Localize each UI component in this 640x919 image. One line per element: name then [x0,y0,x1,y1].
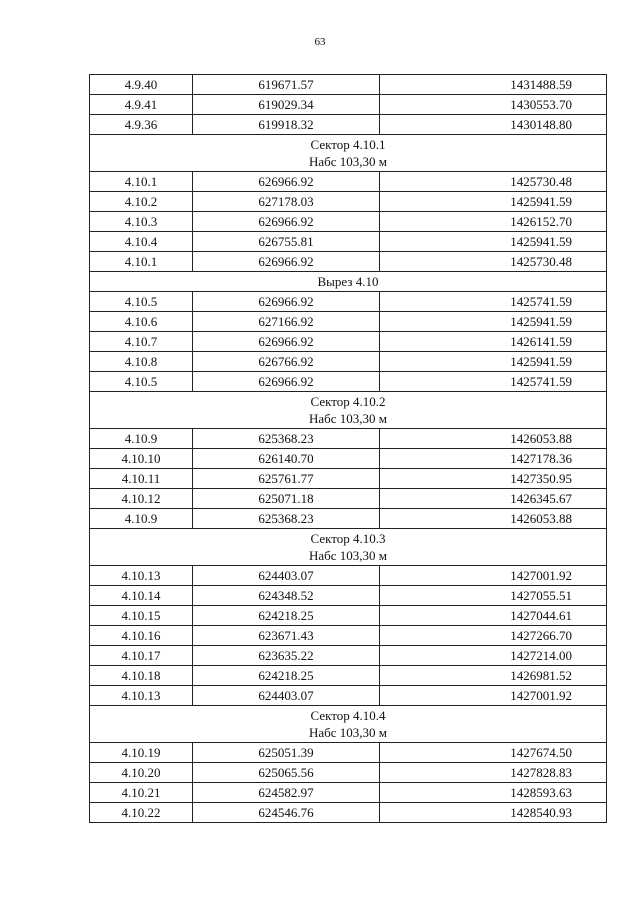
point-id-cell: 4.10.15 [90,606,193,626]
section-header-row [90,135,607,172]
table-row [90,212,607,232]
table-row [90,372,607,392]
y-coordinate-cell: 1427266.70 [380,626,607,646]
table-row [90,172,607,192]
x-coordinate-cell: 626966.92 [193,212,380,232]
x-coordinate-cell: 624403.07 [193,686,380,706]
point-id-cell: 4.10.8 [90,352,193,372]
point-id-cell: 4.10.12 [90,489,193,509]
point-id-cell: 4.10.6 [90,312,193,332]
table-row [90,783,607,803]
x-coordinate-cell: 626966.92 [193,332,380,352]
y-coordinate-cell: 1430148.80 [380,115,607,135]
table-row [90,115,607,135]
x-coordinate-cell: 624348.52 [193,586,380,606]
point-id-cell: 4.10.7 [90,332,193,352]
table-row [90,803,607,823]
table-row [90,586,607,606]
x-coordinate-cell: 624546.76 [193,803,380,823]
point-id-cell: 4.10.3 [90,212,193,232]
x-coordinate-cell: 625368.23 [193,509,380,529]
point-id-cell: 4.10.16 [90,626,193,646]
section-title: Вырез 4.10 [317,274,379,289]
point-id-cell: 4.9.36 [90,115,193,135]
y-coordinate-cell: 1427828.83 [380,763,607,783]
section-header-cell [90,392,607,429]
y-coordinate-cell: 1428593.63 [380,783,607,803]
point-id-cell: 4.10.5 [90,292,193,312]
y-coordinate-cell: 1425941.59 [380,312,607,332]
x-coordinate-cell: 623635.22 [193,646,380,666]
y-coordinate-cell: 1426981.52 [380,666,607,686]
table-row [90,232,607,252]
table-row [90,469,607,489]
x-coordinate-cell: 619671.57 [193,75,380,95]
x-coordinate-cell: 626966.92 [193,172,380,192]
y-coordinate-cell: 1425941.59 [380,192,607,212]
section-header-row [90,529,607,566]
x-coordinate-cell: 626766.92 [193,352,380,372]
x-coordinate-cell: 626755.81 [193,232,380,252]
section-elevation: Набс 103,30 м [308,548,388,563]
point-id-cell: 4.10.11 [90,469,193,489]
y-coordinate-cell: 1425741.59 [380,292,607,312]
x-coordinate-cell: 625368.23 [193,429,380,449]
point-id-cell: 4.10.4 [90,232,193,252]
y-coordinate-cell: 1427001.92 [380,566,607,586]
section-title: Сектор 4.10.4 [310,708,386,723]
y-coordinate-cell: 1427055.51 [380,586,607,606]
point-id-cell: 4.10.9 [90,509,193,529]
x-coordinate-cell: 625051.39 [193,743,380,763]
x-coordinate-cell: 624403.07 [193,566,380,586]
y-coordinate-cell: 1427044.61 [380,606,607,626]
y-coordinate-cell: 1426141.59 [380,332,607,352]
point-id-cell: 4.10.9 [90,429,193,449]
section-header-cell [90,272,607,292]
x-coordinate-cell: 625065.56 [193,763,380,783]
point-id-cell: 4.10.20 [90,763,193,783]
point-id-cell: 4.9.41 [90,95,193,115]
x-coordinate-cell: 624582.97 [193,783,380,803]
table-row [90,606,607,626]
y-coordinate-cell: 1425730.48 [380,252,607,272]
section-header-row [90,272,607,292]
point-id-cell: 4.10.5 [90,372,193,392]
section-title: Сектор 4.10.1 [310,137,386,152]
table-row [90,292,607,312]
y-coordinate-cell: 1427350.95 [380,469,607,489]
point-id-cell: 4.10.14 [90,586,193,606]
point-id-cell: 4.10.13 [90,566,193,586]
y-coordinate-cell: 1431488.59 [380,75,607,95]
table-row [90,449,607,469]
point-id-cell: 4.10.22 [90,803,193,823]
y-coordinate-cell: 1427214.00 [380,646,607,666]
section-elevation: Набс 103,30 м [308,154,388,169]
y-coordinate-cell: 1426053.88 [380,509,607,529]
point-id-cell: 4.10.18 [90,666,193,686]
coordinates-table-body [90,75,607,823]
table-row [90,352,607,372]
x-coordinate-cell: 624218.25 [193,666,380,686]
point-id-cell: 4.9.40 [90,75,193,95]
section-title: Сектор 4.10.3 [310,531,386,546]
table-row [90,332,607,352]
table-row [90,252,607,272]
y-coordinate-cell: 1428540.93 [380,803,607,823]
table-row [90,566,607,586]
point-id-cell: 4.10.1 [90,252,193,272]
table-row [90,743,607,763]
x-coordinate-cell: 623671.43 [193,626,380,646]
section-elevation: Набс 103,30 м [308,725,388,740]
point-id-cell: 4.10.17 [90,646,193,666]
x-coordinate-cell: 626140.70 [193,449,380,469]
table-row [90,95,607,115]
x-coordinate-cell: 624218.25 [193,606,380,626]
point-id-cell: 4.10.1 [90,172,193,192]
y-coordinate-cell: 1425941.59 [380,232,607,252]
section-header-cell [90,706,607,743]
table-row [90,509,607,529]
table-row [90,646,607,666]
table-row [90,75,607,95]
point-id-cell: 4.10.2 [90,192,193,212]
table-row [90,666,607,686]
y-coordinate-cell: 1425741.59 [380,372,607,392]
page-number: 63 [314,36,326,48]
y-coordinate-cell: 1426053.88 [380,429,607,449]
x-coordinate-cell: 619918.32 [193,115,380,135]
x-coordinate-cell: 626966.92 [193,252,380,272]
table-row [90,763,607,783]
x-coordinate-cell: 625761.77 [193,469,380,489]
y-coordinate-cell: 1426152.70 [380,212,607,232]
x-coordinate-cell: 619029.34 [193,95,380,115]
section-header-row [90,706,607,743]
y-coordinate-cell: 1425730.48 [380,172,607,192]
x-coordinate-cell: 627178.03 [193,192,380,212]
y-coordinate-cell: 1430553.70 [380,95,607,115]
section-elevation: Набс 103,30 м [308,411,388,426]
section-header-cell [90,529,607,566]
y-coordinate-cell: 1426345.67 [380,489,607,509]
y-coordinate-cell: 1427001.92 [380,686,607,706]
table-row [90,489,607,509]
section-title: Сектор 4.10.2 [310,394,386,409]
table-row [90,626,607,646]
y-coordinate-cell: 1427674.50 [380,743,607,763]
table-row [90,686,607,706]
point-id-cell: 4.10.19 [90,743,193,763]
table-row [90,429,607,449]
point-id-cell: 4.10.21 [90,783,193,803]
y-coordinate-cell: 1425941.59 [380,352,607,372]
x-coordinate-cell: 627166.92 [193,312,380,332]
y-coordinate-cell: 1427178.36 [380,449,607,469]
x-coordinate-cell: 626966.92 [193,292,380,312]
section-header-cell [90,135,607,172]
x-coordinate-cell: 625071.18 [193,489,380,509]
section-header-row [90,392,607,429]
coordinates-table [89,74,607,823]
point-id-cell: 4.10.10 [90,449,193,469]
x-coordinate-cell: 626966.92 [193,372,380,392]
table-row [90,192,607,212]
point-id-cell: 4.10.13 [90,686,193,706]
table-row [90,312,607,332]
